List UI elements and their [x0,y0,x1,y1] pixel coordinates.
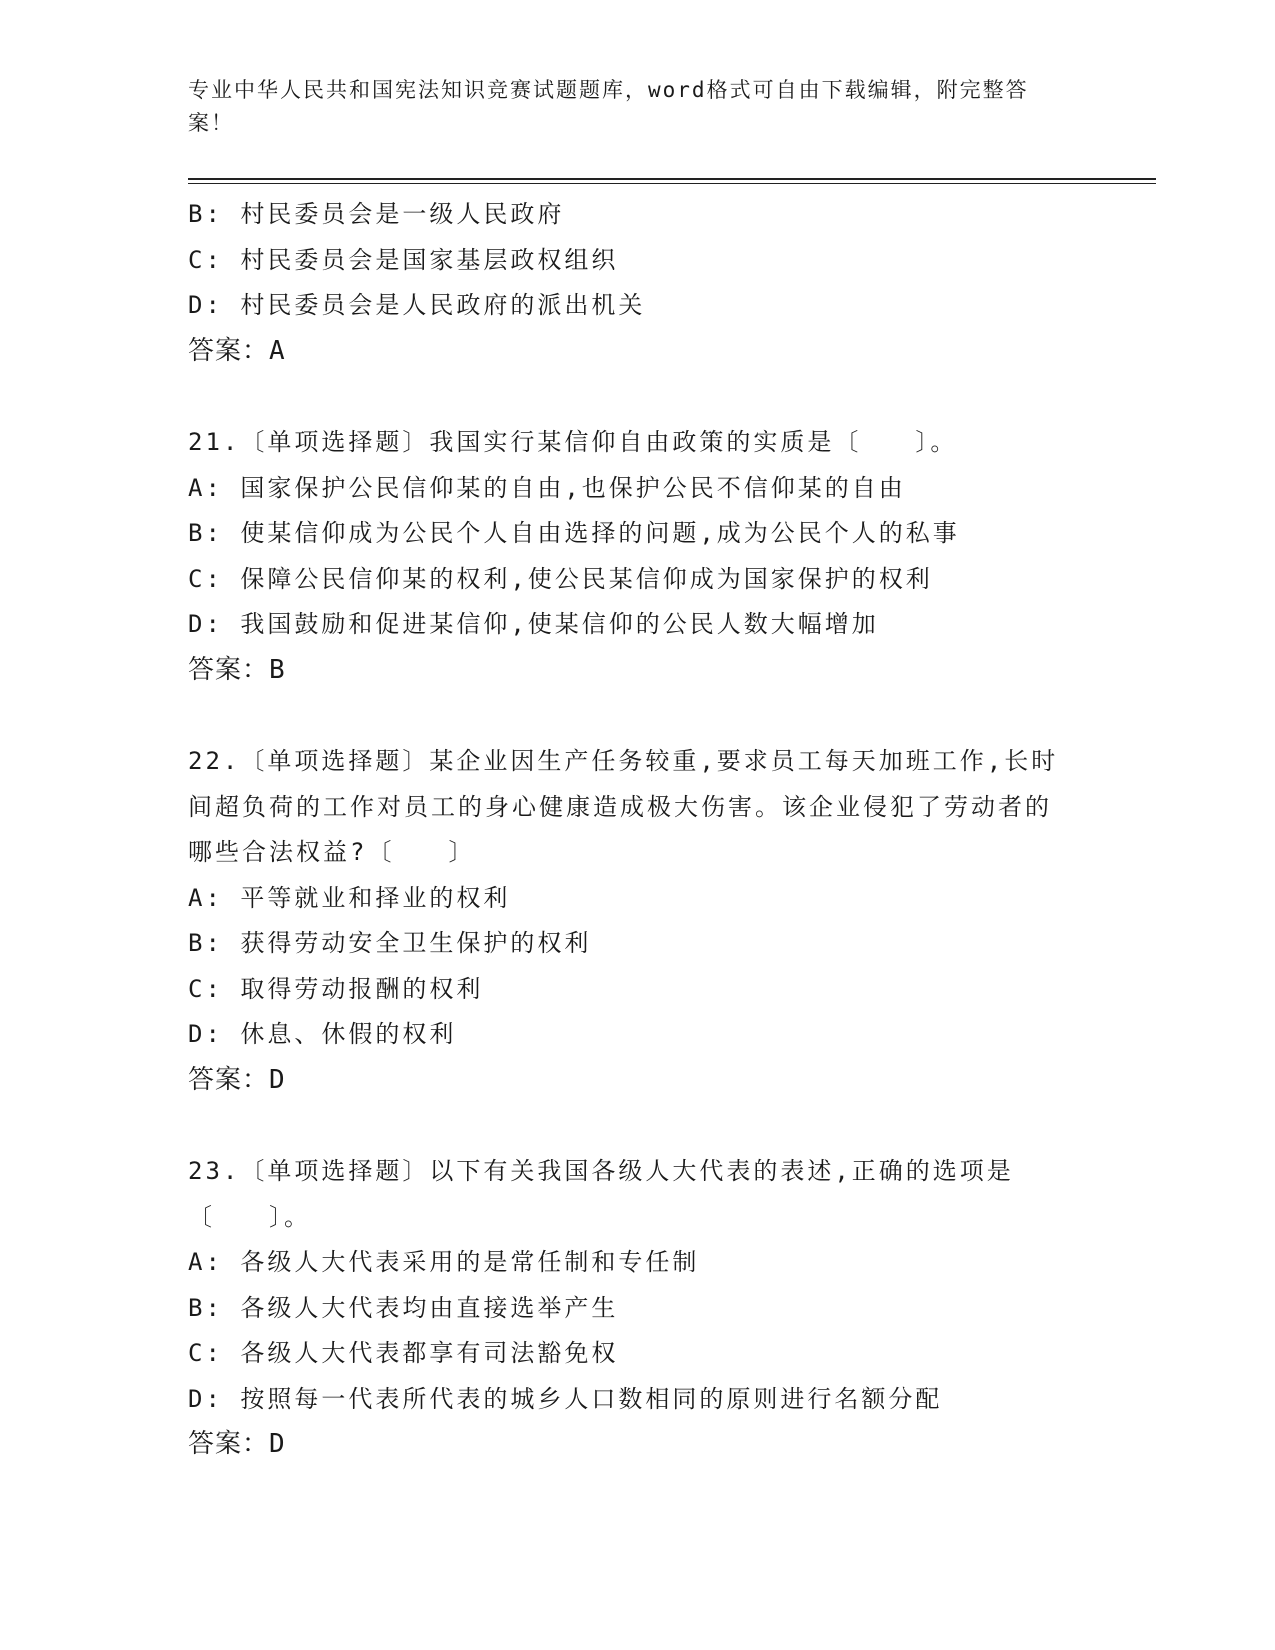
question-list [188,192,1078,1468]
option-b: B: 村民委员会是一级人民政府 [188,200,565,228]
option-a: A: 国家保护公民信仰某的自由,也保护公民不信仰某的自由 [188,473,906,502]
question-stem: 21.〔单项选择题〕我国实行某信仰自由政策的实质是〔 〕。 [188,428,958,456]
question-23 [188,1149,1078,1468]
answer-line: 答案：D [188,1429,286,1459]
option-c: C: 村民委员会是国家基层政权组织 [188,245,619,274]
answer-line: 答案：A [188,335,286,366]
option-c: C: 保障公民信仰某的权利,使公民某信仰成为国家保护的权利 [188,564,933,593]
option-a: A: 平等就业和择业的权利 [188,883,511,912]
option-d: D: 村民委员会是人民政府的派出机关 [188,291,646,319]
option-a: A: 各级人大代表采用的是常任制和专任制 [188,1248,700,1276]
option-d: D: 我国鼓励和促进某信仰,使某信仰的公民人数大幅增加 [188,610,879,638]
option-b: B: 获得劳动安全卫生保护的权利 [188,929,592,957]
option-b: B: 各级人大代表均由直接选举产生 [188,1293,619,1322]
question-21 [188,420,1078,693]
question-stem: 23.〔单项选择题〕以下有关我国各级人大代表的表述,正确的选项是〔 〕。 [188,1157,1014,1231]
option-d: D: 休息、休假的权利 [188,1020,457,1048]
question-22 [188,739,1078,1103]
option-c: C: 取得劳动报酬的权利 [188,974,484,1003]
header-rule-thin [188,183,1156,184]
header-rule-thick [188,178,1156,180]
option-d: D: 按照每一代表所代表的城乡人口数相同的原则进行名额分配 [188,1384,943,1413]
question-stem: 22.〔单项选择题〕某企业因生产任务较重,要求员工每天加班工作,长时间超负荷的工作对员工的身心健康造成极大伤害。该企业侵犯了劳动者的哪些合法权益?〔 〕 [188,747,1059,866]
answer-line: 答案：D [188,1064,286,1095]
option-b: B: 使某信仰成为公民个人自由选择的问题,成为公民个人的私事 [188,519,960,547]
option-c: C: 各级人大代表都享有司法豁免权 [188,1339,619,1367]
document-header: 专业中华人民共和国宪法知识竞赛试题题库，word格式可自由下载编辑，附完整答案！ [188,78,1029,135]
continued-question [188,192,1078,374]
answer-line: 答案：B [188,654,286,685]
